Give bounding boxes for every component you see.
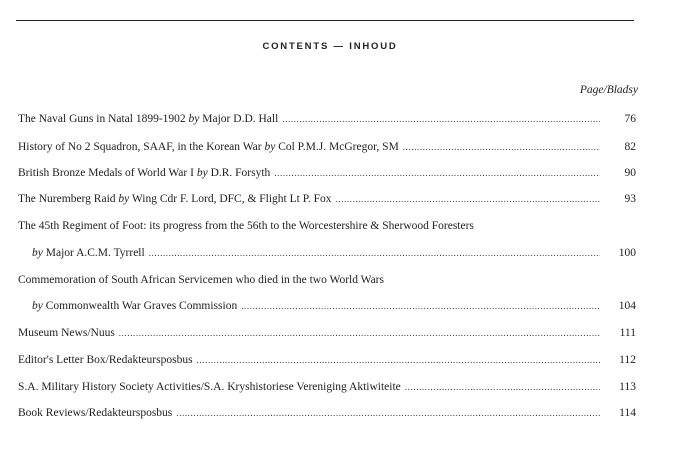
toc-entry-title: Commemoration of South African Servicemen who died in the two World Wars [18,274,384,286]
toc-entry-page: 111 [619,327,636,339]
toc-entry-title: The Naval Guns in Natal 1899-1902 [18,113,189,125]
dot-leader [282,112,600,126]
toc-entry-page: 113 [619,381,636,393]
toc-entry-title: British Bronze Medals of World War I [18,167,197,179]
toc-entry-by: by [32,300,43,312]
toc-entry-title: S.A. Military History Society Activities/S.A. Kryshistoriese Vereniging Aktiwiteite [18,381,401,393]
toc-entry-title: Editor's Letter Box/Redakteursposbus [18,354,193,366]
toc-entry-title: Book Reviews/Redakteursposbus [18,407,173,419]
toc-entry-by: by [264,141,276,153]
toc-entry [18,326,636,340]
toc-entry-title: The 45th Regiment of Foot: its progress from the 56th to the Worcestershire & Sherwood Foresters [18,220,474,232]
toc-entry [32,299,636,313]
top-rule [16,20,634,21]
toc-entry [18,112,636,126]
toc-entry-page: 100 [618,247,636,259]
toc-entry-by: by [188,113,200,125]
page-column-header: Page/Bladsy [579,84,638,96]
contents-heading: CONTENTS — INHOUD [262,41,398,52]
toc-entry-title-line [18,273,384,287]
toc-entry-page: 90 [624,167,636,179]
toc-entry-page: 112 [619,354,636,366]
toc-entry [18,192,636,206]
toc-entry-author: Col P.M.J. McGregor, SM [275,141,399,153]
toc-entry-page: 76 [624,113,636,125]
toc-entry-title-line [18,219,474,233]
toc-entry-text [18,192,332,206]
toc-entry-by: by [118,193,130,205]
dot-leader [274,166,600,180]
toc-entry [18,166,636,180]
toc-entry [18,406,636,420]
dot-leader [403,140,600,154]
toc-entry-page: 93 [624,193,636,205]
toc-entry-author: Commonwealth War Graves Commission [42,300,238,312]
toc-entry-by: by [32,247,43,259]
toc-entry-author: D.R. Forsyth [207,167,271,179]
toc-entry-text [18,166,270,180]
dot-leader [405,380,600,394]
dot-leader [119,326,600,340]
toc-entry-page: 82 [624,141,636,153]
toc-entry [32,246,636,260]
dot-leader [336,192,601,206]
toc-entry-author: Wing Cdr F. Lord, DFC, & Flight Lt P. Fox [129,193,332,205]
toc-entry [18,140,636,154]
toc-entry [18,380,636,394]
dot-leader [241,299,600,313]
toc-entry-by: by [196,167,208,179]
toc-entry-title: Museum News/Nuus [18,327,115,339]
dot-leader [197,353,600,367]
toc-entry-page: 104 [618,300,636,312]
toc-entry-text [18,140,399,154]
toc-entry-page: 114 [619,407,636,419]
toc-entry-author: Major D.D. Hall [199,113,279,125]
toc-entry-text [18,112,278,126]
toc-entry-title: History of No 2 Squadron, SAAF, in the Korean War [18,141,265,153]
toc-entry-text [32,246,145,260]
dot-leader [149,246,600,260]
toc-entry-title: The Nuremberg Raid [18,193,119,205]
toc-entry-author: Major A.C.M. Tyrrell [42,247,145,259]
toc-entry [18,353,636,367]
toc-entry-text [32,299,237,313]
dot-leader [176,406,600,420]
